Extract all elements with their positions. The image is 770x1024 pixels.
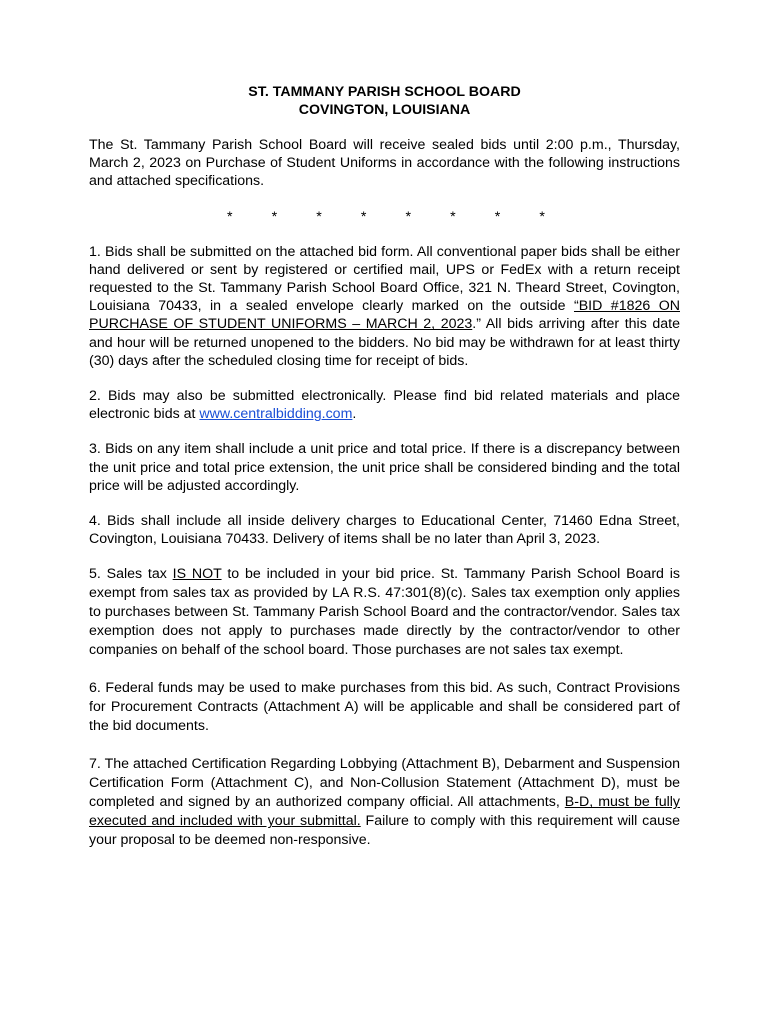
instruction-1-text-b: .” All bids arriving after this date and hour will be returned unopened to the bidders. No bid may be withdrawn for at least thirty (30) days after the scheduled closing time for receipt of bids. <box>89 316 680 369</box>
instruction-7-text-a: 7. The attached Certification Regarding Lobbying (Attachment B), Debarment and Suspension Certification Form (Attachment C), and Non-Collusion Statement (Attachment D), must be completed and signed by an authorized company official. All attachments, <box>89 756 680 811</box>
instruction-7 <box>89 755 680 850</box>
header-line-1: ST. TAMMANY PARISH SCHOOL BOARD <box>248 84 521 100</box>
instruction-1 <box>89 243 680 370</box>
separator-star: * <box>450 208 456 225</box>
instruction-2-text-a: 2. Bids may also be submitted electronically. Please find bid related materials and place electronic bids at <box>89 388 680 423</box>
instruction-2-text-b: . <box>352 406 357 423</box>
bid-envelope-marking: “BID #1826 ON PURCHASE OF STUDENT UNIFORMS – MARCH 2, 2023 <box>89 298 680 333</box>
attachments-requirement: B-D, must be fully executed and included with your submittal. <box>89 794 680 830</box>
instruction-7-text-b: Failure to comply with this requirement will cause your proposal to be deemed non-responsive. <box>89 813 680 849</box>
instruction-2 <box>89 387 680 423</box>
instruction-5-text-b: to be included in your bid price. St. Tammany Parish School Board is exempt from sales tax as provided by LA R.S. 47:301(8)(c). Sales tax exemption only applies to purchases between St. Tammany Parish School Board and the contractor/vendor. Sales tax exemption does not apply to purchases made directly by the contractor/vendor to other companies on behalf of the school board. Those purchases are not sales tax exempt. <box>89 566 680 659</box>
instruction-3: 3. Bids on any item shall include a unit price and total price. If there is a discrepancy between the unit price and total price extension, the unit price shall be considered binding and the total price will be adjusted accordingly. <box>89 441 680 494</box>
instruction-5 <box>89 565 680 660</box>
separator-row <box>227 208 545 226</box>
document-page <box>89 84 680 850</box>
instruction-4: 4. Bids shall include all inside delivery charges to Educational Center, 71460 Edna Street, Covington, Louisiana 70433. Delivery of items shall be no later than April 3, 2023. <box>89 513 680 548</box>
instruction-1-text-a: 1. Bids shall be submitted on the attached bid form. All conventional paper bids shall be either hand delivered or sent by registered or certified mail, UPS or FedEx with a return receipt requested to the St. Tammany Parish School Board Office, 321 N. Theard Street, Covington, Louisiana 70433, in a sealed envelope clearly marked on the outside <box>89 243 680 315</box>
instruction-6: 6. Federal funds may be used to make purchases from this bid. As such, Contract Provisions for Procurement Contracts (Attachment A) will be applicable and shall be considered part of the bid documents. <box>89 680 680 735</box>
separator-star: * <box>360 208 367 225</box>
separator-star: * <box>316 208 322 225</box>
instruction-5-text-a: 5. Sales tax <box>89 566 173 583</box>
centralbidding-link[interactable]: www.centralbidding.com <box>199 406 353 423</box>
header-line-2: COVINGTON, LOUISIANA <box>298 101 471 118</box>
intro-paragraph: The St. Tammany Parish School Board will receive sealed bids until 2:00 p.m., Thursday, March 2, 2023 on Purchase of Student Uniforms in accordance with the following instructions and attached specifications. <box>89 137 680 190</box>
separator-star: * <box>405 208 412 225</box>
sales-tax-emphasis: IS NOT <box>172 566 222 583</box>
separator-star: * <box>271 208 278 225</box>
separator-star: * <box>494 208 501 225</box>
separator-star: * <box>539 208 545 225</box>
separator-star: * <box>227 208 233 225</box>
